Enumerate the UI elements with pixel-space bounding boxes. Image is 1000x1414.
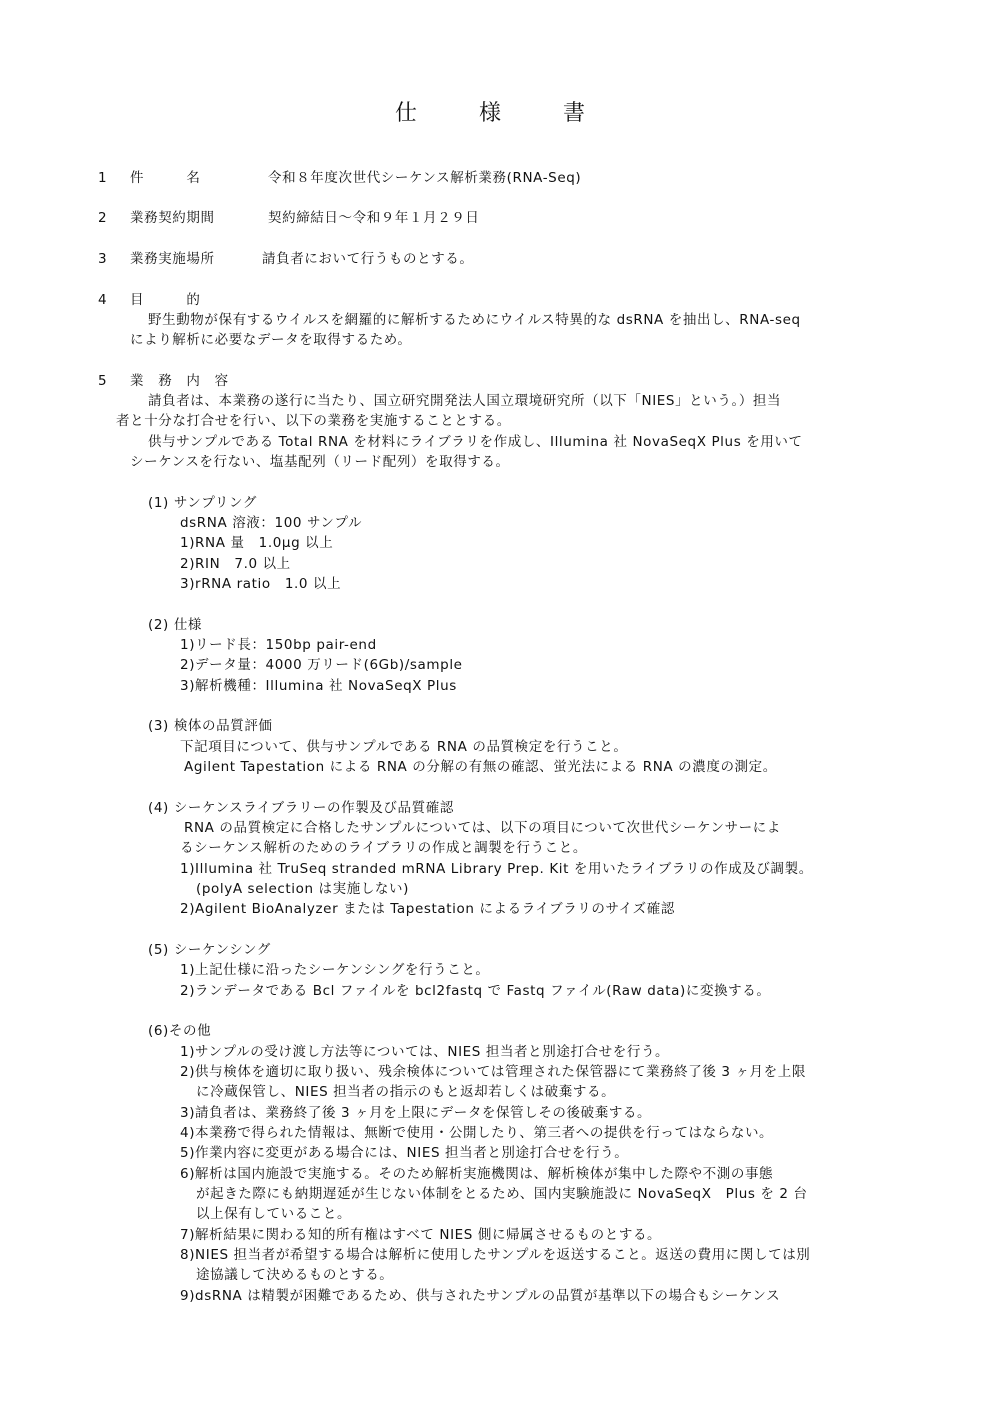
section-4-text-line: 野生動物が保有するウイルスを網羅的に解析するためにウイルス特異的な dsRNA を抽出し、RNA-seq bbox=[148, 312, 801, 328]
subsection-6-line: 8)NIES 担当者が希望する場合は解析に使用したサンプルを返送すること。返送の費用に関しては別 bbox=[180, 1247, 811, 1263]
subsection-1-line: dsRNA 溶液：100 サンプル bbox=[180, 515, 363, 531]
section-5-text-line: シーケンスを行ない、塩基配列（リード配列）を取得する。 bbox=[130, 454, 510, 470]
subsection-4-line: 2)Agilent BioAnalyzer または Tapestation によるライブラリのサイズ確認 bbox=[180, 901, 675, 917]
subsection-6-line: 2)供与検体を適切に取り扱い、残余検体については管理された保管器にて業務終了後 3 ヶ月を上限 bbox=[180, 1064, 806, 1080]
subsection-4-line: 1)Illumina 社 TruSeq stranded mRNA Library Prep. Kit を用いたライブラリの作成及び調製。 bbox=[180, 861, 813, 877]
subsection-4-line: (polyA selection は実施しない) bbox=[196, 881, 409, 897]
subsection-6-line: 4)本業務で得られた情報は、無断で使用・公開したり、第三者への提供を行ってはならない。 bbox=[180, 1125, 774, 1141]
subsection-3-heading: (3) 検体の品質評価 bbox=[148, 718, 273, 734]
subsection-4-heading: (4) シーケンスライブラリーの作製及び品質確認 bbox=[148, 800, 454, 816]
subsection-2-line: 3)解析機種：Illumina 社 NovaSeqX Plus bbox=[180, 678, 457, 694]
subsection-6-line: 5)作業内容に変更がある場合には、NIES 担当者と別途打合せを行う。 bbox=[180, 1145, 629, 1161]
section-1-value: 令和８年度次世代シーケンス解析業務(RNA-Seq) bbox=[268, 170, 582, 186]
subsection-1-heading: (1) サンプリング bbox=[148, 495, 257, 511]
section-2-value: 契約締結日～令和９年１月２９日 bbox=[268, 210, 480, 226]
section-3-label: 業務実施場所 bbox=[130, 251, 215, 267]
subsection-6-line: 7)解析結果に関わる知的所有権はすべて NIES 側に帰属させるものとする。 bbox=[180, 1227, 662, 1243]
subsection-6-line: 6)解析は国内施設で実施する。そのため解析実施機関は、解析検体が集中した際や不測の事態 bbox=[180, 1166, 774, 1182]
section-3-value: 請負者において行うものとする。 bbox=[262, 251, 474, 267]
subsection-5-line: 1)上記仕様に沿ったシーケンシングを行うこと。 bbox=[180, 962, 490, 978]
section-4-text-line: により解析に必要なデータを取得するため。 bbox=[130, 332, 412, 348]
section-2-number: 2 bbox=[98, 210, 108, 226]
subsection-1-line: 1)RNA 量 1.0μg 以上 bbox=[180, 535, 334, 551]
subsection-4-line: RNA の品質検定に合格したサンプルについては、以下の項目について次世代シーケンサーによ bbox=[184, 820, 781, 836]
subsection-6-line: 9)dsRNA は精製が困難であるため、供与されたサンプルの品質が基準以下の場合もシーケンス bbox=[180, 1288, 781, 1304]
section-4-label: 目 的 bbox=[130, 292, 201, 308]
section-1-label: 件 名 bbox=[130, 170, 201, 186]
section-1-number: 1 bbox=[98, 170, 108, 186]
subsection-2-line: 1)リード長：150bp pair-end bbox=[180, 637, 377, 653]
subsection-4-line: るシーケンス解析のためのライブラリの作成と調製を行うこと。 bbox=[180, 840, 588, 856]
section-5-text-line: 請負者は、本業務の遂行に当たり、国立研究開発法人国立環境研究所（以下「NIES」という。）担当 bbox=[148, 393, 782, 409]
subsection-2-heading: (2) 仕様 bbox=[148, 617, 203, 633]
section-5-label: 業 務 内 容 bbox=[130, 373, 229, 389]
section-5-text-line: 供与サンプルである Total RNA を材料にライブラリを作成し、Illumina 社 NovaSeqX Plus を用いて bbox=[148, 434, 803, 450]
section-5-number: 5 bbox=[98, 373, 108, 389]
section-3-number: 3 bbox=[98, 251, 108, 267]
subsection-6-line: に冷蔵保管し、NIES 担当者の指示のもと返却若しくは破棄する。 bbox=[196, 1084, 616, 1100]
subsection-6-line: 1)サンプルの受け渡し方法等については、NIES 担当者と別途打合せを行う。 bbox=[180, 1044, 670, 1060]
subsection-1-line: 2)RIN 7.0 以上 bbox=[180, 556, 291, 572]
subsection-6-heading: (6)その他 bbox=[148, 1023, 212, 1039]
subsection-5-heading: (5) シーケンシング bbox=[148, 942, 271, 958]
page-title: 仕 様 書 bbox=[394, 101, 605, 126]
subsection-6-line: が起きた際にも納期遅延が生じない体制をとるため、国内実験施設に NovaSeqX Plus を 2 台 bbox=[196, 1186, 808, 1202]
subsection-1-line: 3)rRNA ratio 1.0 以上 bbox=[180, 576, 342, 592]
subsection-6-line: 途協議して決めるものとする。 bbox=[196, 1267, 394, 1283]
subsection-5-line: 2)ランデータである Bcl ファイルを bcl2fastq で Fastq ファイル(Raw data)に変換する。 bbox=[180, 983, 771, 999]
subsection-6-line: 3)請負者は、業務終了後 3 ヶ月を上限にデータを保管しその後破棄する。 bbox=[180, 1105, 652, 1121]
subsection-3-line: 下記項目について、供与サンプルである RNA の品質検定を行うこと。 bbox=[180, 739, 628, 755]
subsection-6-line: 以上保有していること。 bbox=[196, 1206, 352, 1222]
section-5-text-line: 者と十分な打合せを行い、以下の業務を実施することとする。 bbox=[116, 413, 511, 429]
subsection-3-line: Agilent Tapestation による RNA の分解の有無の確認、蛍光法による RNA の濃度の測定。 bbox=[184, 759, 777, 775]
subsection-2-line: 2)データ量：4000 万リード(6Gb)/sample bbox=[180, 657, 463, 673]
section-2-label: 業務契約期間 bbox=[130, 210, 215, 226]
section-4-number: 4 bbox=[98, 292, 108, 308]
